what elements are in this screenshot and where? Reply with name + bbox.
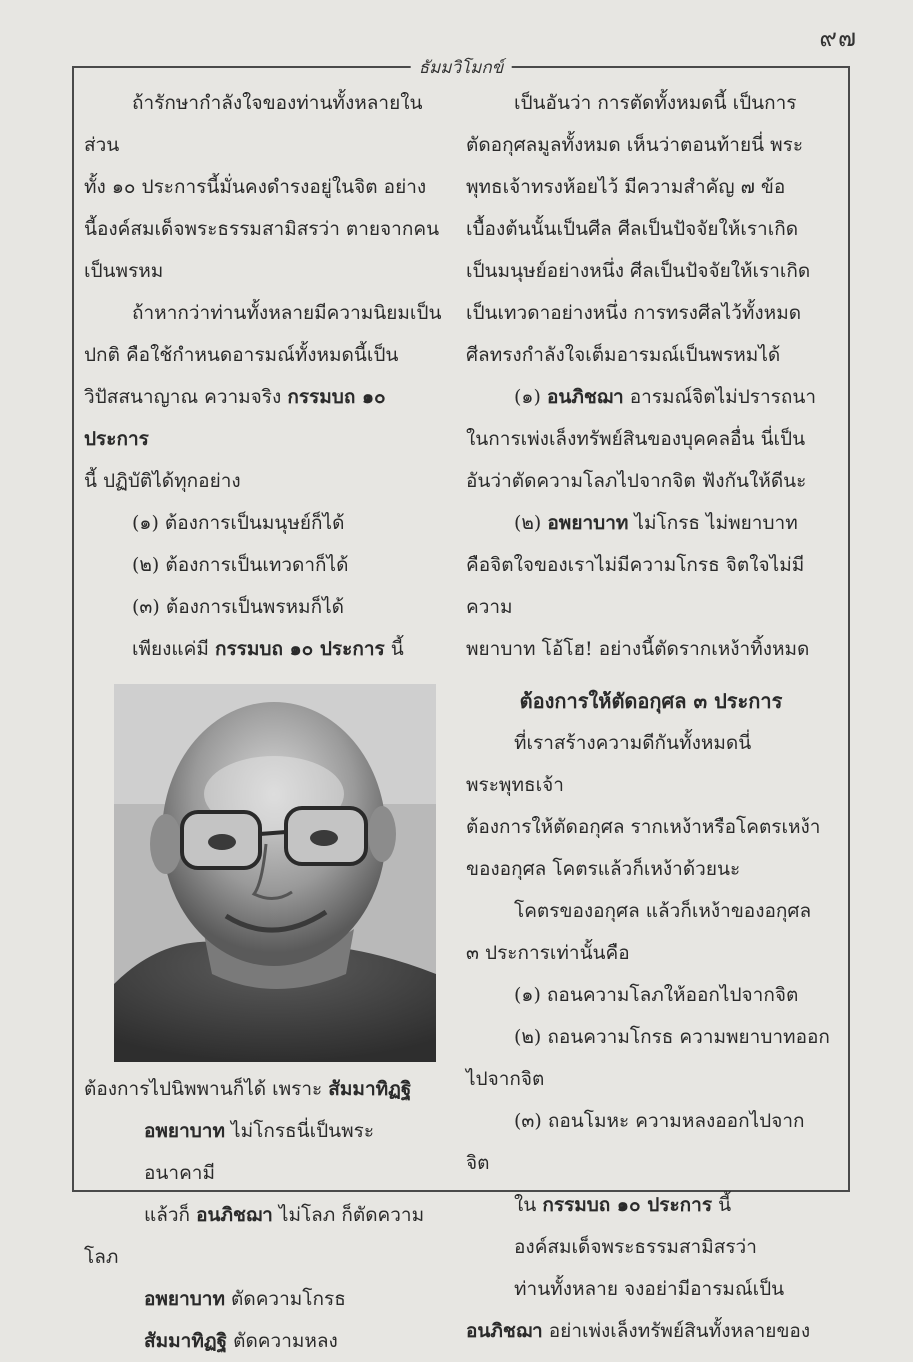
paragraph: ถ้ารักษากำลังใจของท่านทั้งหลายในส่วน ทั้ง ๑๐ ประการนี้มั่นคงดำรงอยู่ในจิต อย่าง นี้องค์สมเด็จพระธรรมสามิสรว่า ตายจากคน เป็นพรหม (84, 92, 440, 282)
paragraph: ใน กรรมบถ ๑๐ ประการ นี้ (514, 1194, 732, 1216)
page-number: ๙๗ (819, 24, 857, 52)
paragraph: องค์สมเด็จพระธรรมสามิสรว่า (514, 1236, 757, 1258)
paragraph: ถ้าหากว่าท่านทั้งหลายมีความนิยมเป็น ปกติ คือใช้กำหนดอารมณ์ทั้งหมดนี้เป็น วิปัสสนาญาณ ความจริง กรรมบถ ๑๐ ประการ นี้ ปฏิบัติได้ทุกอย่าง (84, 302, 442, 492)
paragraph: คือจิตใจของเราไม่มีความโกรธ จิตใจไม่มีความ พยาบาท โอ้โฮ! อย่างนี้ตัดรากเหง้าทิ้งหมด (466, 554, 810, 660)
paragraph: อพยาบาท ตัดความโกรธ (144, 1288, 346, 1310)
portrait-illustration (114, 684, 436, 1062)
list-item: (๒) ถอนความโกรธ ความพยาบาทออก ไปจากจิต (466, 1026, 830, 1090)
list-item: (๑) ถอนความโลภให้ออกไปจากจิต (514, 984, 799, 1006)
content-frame (72, 58, 850, 1352)
list-item: (๒) อพยาบาท ไม่โกรธ ไม่พยาบาท (514, 512, 798, 534)
section-heading: ต้องการให้ตัดอกุศล ๓ ประการ (519, 689, 783, 713)
bold-term: สัมมาทิฏฐิ (144, 1330, 228, 1352)
paragraph: โคตรของอกุศล แล้วก็เหง้าของอกุศล ๓ ประการเท่านั้นคือ (466, 900, 812, 964)
paragraph: ที่เราสร้างความดีกันทั้งหมดนี่ พระพุทธเจ้า ต้องการให้ตัดอกุศล รากเหง้าหรือโคตรเหง้า ของอกุศล โคตรแล้วก็เหง้าด้วยนะ (466, 732, 821, 880)
paragraph: อพยาบาท ไม่โกรธนี่เป็นพระอนาคามี แล้วก็ อนภิชฌา ไม่โลภ ก็ตัดความ (144, 1120, 425, 1226)
bold-term: อพยาบาท (547, 512, 629, 534)
paragraph: เป็นอันว่า การตัดทั้งหมดนี้ เป็นการ ตัดอกุศลมูลทั้งหมด เห็นว่าตอนท้ายนี่ พระ พุทธเจ้าทรงห้อยไว้ มีความสำคัญ ๗ ข้อ เบื้องต้นนั้นเป็นศีล ศีลเป็นปัจจัยให้เราเกิด เป็นมนุษย์อย่างหนึ่ง ศีลเป็นปัจจัยให้เราเกิด เป็นเทวดาอย่างหนึ่ง การทรงศีลไว้ทั้งหมด ศีลทรงกำลังใจเต็มอารมณ์เป็นพรหมได้ (466, 92, 811, 366)
list-item: (๓) ต้องการเป็นพรหมก็ได้ (132, 596, 344, 618)
paragraph: ในการเพ่งเล็งทรัพย์สินของบุคคลอื่น นี่เป็น อันว่าตัดความโลภไปจากจิต ฟังกันให้ดีนะ (466, 428, 807, 492)
left-column (84, 82, 442, 1362)
monk-portrait-photo (114, 684, 436, 1062)
paragraph: ท่านทั้งหลาย จงอย่ามีอารมณ์เป็น (514, 1278, 785, 1300)
right-column (466, 82, 836, 1352)
paragraph: สัมมาทิฏฐิ ตัดความหลง (144, 1330, 338, 1352)
list-item: (๑) อนภิชฌา อารมณ์จิตไม่ปรารถนา (514, 386, 817, 408)
bold-term: กรรมบถ ๑๐ ประการ (214, 638, 385, 660)
running-header: ธัมมวิโมกข์ (411, 54, 512, 81)
paragraph: เพียงแค่มี กรรมบถ ๑๐ ประการ นี้ (132, 638, 404, 660)
paragraph: โลภ (84, 1246, 119, 1268)
bold-term: อนภิชฌา (196, 1204, 273, 1226)
paragraph: อนภิชฌา อย่าเพ่งเล็งทรัพย์สินทั้งหลายของ (466, 1320, 811, 1342)
list-item: (๓) ถอนโมหะ ความหลงออกไปจาก จิต (466, 1110, 805, 1174)
bold-term: กรรมบถ ๑๐ ประการ (542, 1194, 713, 1216)
bold-term: อพยาบาท (144, 1120, 225, 1142)
bold-term: อพยาบาท (144, 1288, 225, 1310)
paragraph: ต้องการไปนิพพานก็ได้ เพราะ สัมมาทิฏฐิ (84, 1078, 412, 1100)
bold-term: สัมมาทิฏฐิ (328, 1078, 412, 1100)
bold-term: กรรมบถ ๑๐ ประการ (84, 386, 386, 450)
list-item: (๒) ต้องการเป็นเทวดาก็ได้ (132, 554, 349, 576)
list-item: (๑) ต้องการเป็นมนุษย์ก็ได้ (132, 512, 345, 534)
bold-term: อนภิชฌา (466, 1320, 543, 1342)
bold-term: อนภิชฌา (546, 386, 624, 408)
